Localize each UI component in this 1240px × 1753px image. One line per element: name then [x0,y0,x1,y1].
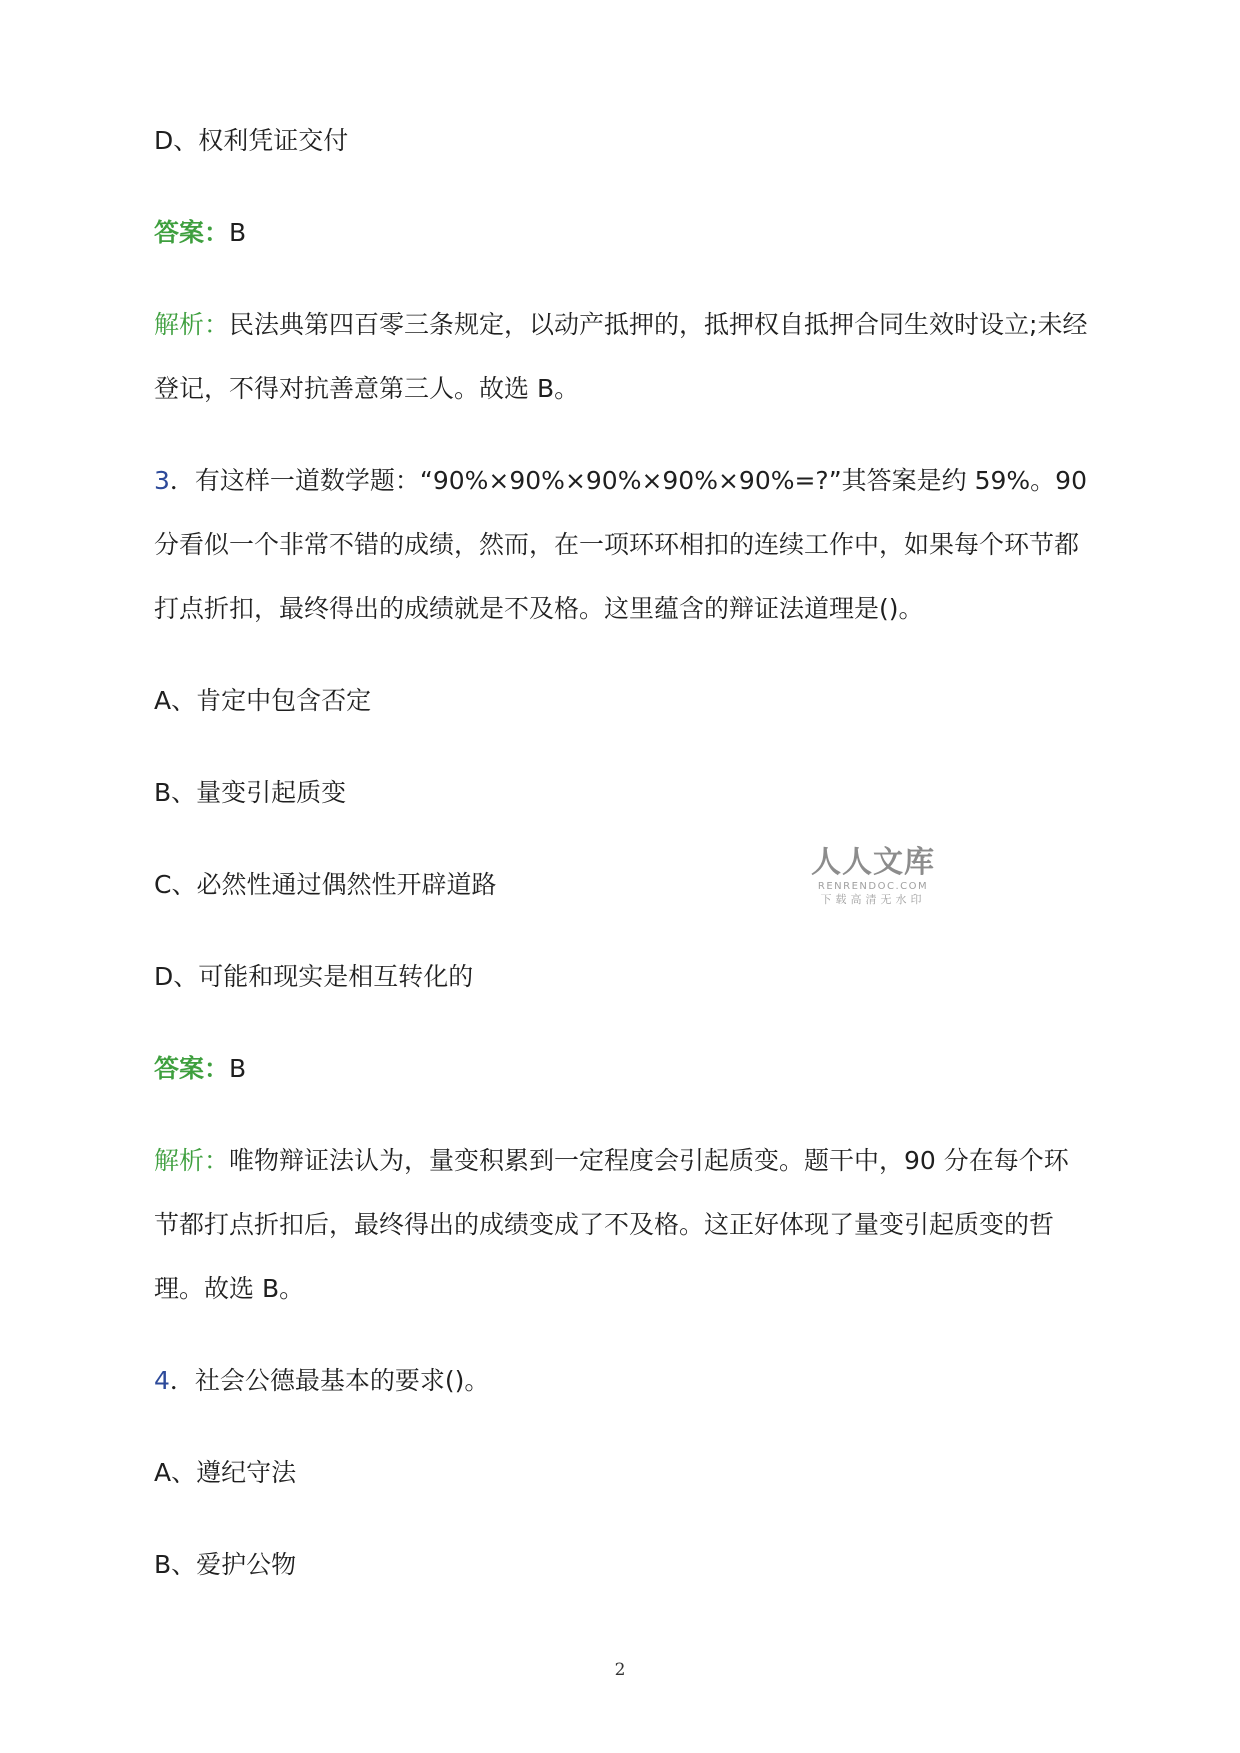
answer-value: B [229,218,247,247]
answer-value: B [229,1054,247,1083]
analysis-label: 解析： [154,1146,230,1175]
page-number: 2 [614,1660,626,1680]
q3-stem-line-3: 打点折扣，最终得出的成绩就是不及格。这里蕴含的辩证法道理是()。 [154,594,924,623]
analysis-label: 解析： [154,310,230,339]
question-number: 3 [154,466,170,495]
watermark-domain: RENRENDOC.COM [817,881,929,892]
q3-option-d: D、可能和现实是相互转化的 [154,962,474,991]
answer-label: 答案： [154,218,230,247]
analysis-text: 民法典第四百零三条规定，以动产抵押的，抵押权自抵押合同生效时设立;未经 [229,310,1088,339]
q2-option-d: D、权利凭证交付 [154,126,349,155]
watermark-subtitle: 下载高清无水印 [820,893,926,906]
q3-stem-line-2: 分看似一个非常不错的成绩，然而，在一项环环相扣的连续工作中，如果每个环节都 [154,530,1080,559]
question-text: ．有这样一道数学题：“90%×90%×90%×90%×90%=?”其答案是约 59%。90 [169,466,1087,495]
q3-option-c: C、必然性通过偶然性开辟道路 [154,870,497,899]
q2-analysis-line-2: 登记，不得对抗善意第三人。故选 B。 [154,374,580,403]
q4-stem-line-1 [154,1364,489,1398]
watermark [808,846,938,907]
q2-analysis-line-1 [154,308,1087,342]
q4-option-b: B、爱护公物 [154,1550,297,1579]
answer-label: 答案： [154,1054,230,1083]
q2-answer [154,216,246,250]
q3-option-a: A、肯定中包含否定 [154,686,372,715]
q3-option-b: B、量变引起质变 [154,778,347,807]
q3-analysis-line-1 [154,1144,1069,1178]
q3-analysis-line-3: 理。故选 B。 [154,1274,305,1303]
q4-option-a: A、遵纪守法 [154,1458,297,1487]
analysis-text: 唯物辩证法认为，量变积累到一定程度会引起质变。题干中，90 分在每个环 [229,1146,1069,1175]
watermark-title: 人人文库 [811,845,935,880]
q3-answer [154,1052,246,1086]
q3-analysis-line-2: 节都打点折扣后，最终得出的成绩变成了不及格。这正好体现了量变引起质变的哲 [154,1210,1055,1239]
q3-stem-line-1 [154,464,1087,498]
question-text: ．社会公德最基本的要求()。 [169,1366,490,1395]
question-number: 4 [154,1366,170,1395]
